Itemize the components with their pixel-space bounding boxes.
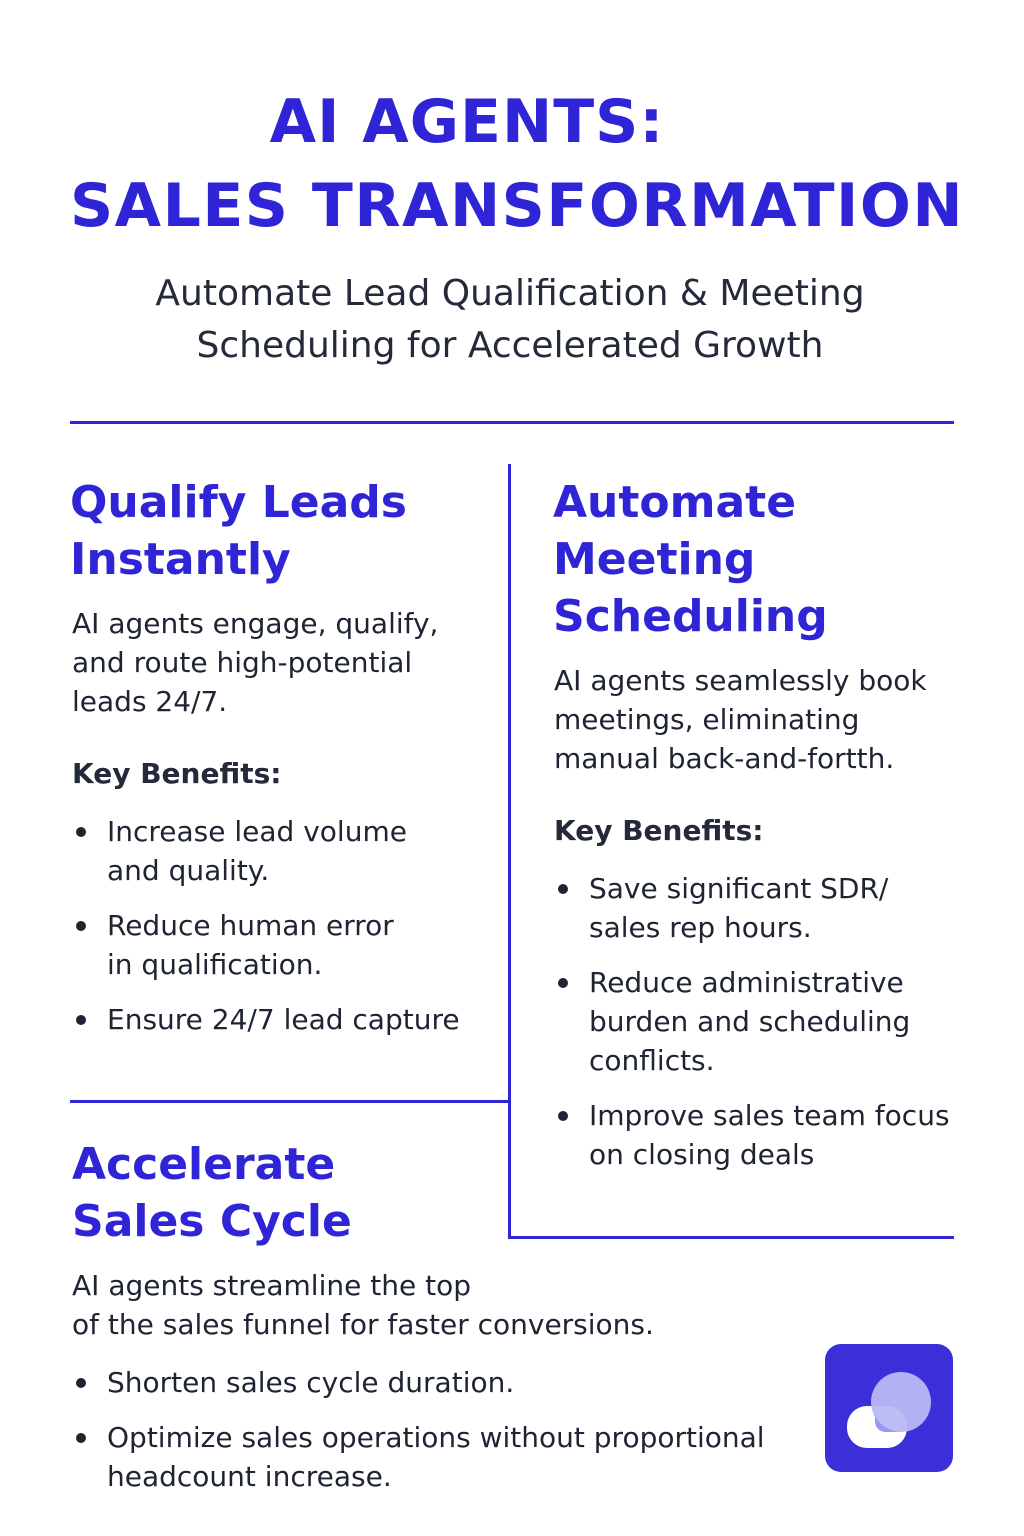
bullet-icon xyxy=(76,1433,86,1443)
bullet-icon xyxy=(76,1015,86,1025)
bullet-text-line-2: on closing deals xyxy=(589,1138,815,1171)
qualify-key-benefits-label: Key Benefits: xyxy=(72,757,282,790)
meeting-heading xyxy=(553,474,828,645)
vertical-divider xyxy=(508,464,511,1239)
title-line-2: SALES TRANSFORMATION xyxy=(69,171,965,241)
list-item xyxy=(72,1363,812,1402)
subtitle-line-2: Scheduling for Accelerated Growth xyxy=(196,325,824,366)
bullet-text-line-2: in qualification. xyxy=(107,948,323,981)
meeting-heading-line-3: Scheduling xyxy=(553,591,828,642)
list-item xyxy=(554,869,984,947)
accelerate-description xyxy=(72,1266,654,1344)
subtitle-line-1: Automate Lead Qualification & Meeting xyxy=(155,273,865,314)
bullet-text-line-1: Improve sales team focus xyxy=(589,1099,950,1132)
meeting-benefits-list xyxy=(554,869,984,1174)
right-bottom-divider xyxy=(508,1236,954,1239)
left-mid-divider xyxy=(70,1100,510,1103)
bullet-text-line-1: Ensure 24/7 lead capture xyxy=(107,1003,460,1036)
bullet-text-line-1: Save significant SDR/ xyxy=(589,872,889,905)
accelerate-benefits-list xyxy=(72,1363,812,1496)
bullet-icon xyxy=(76,827,86,837)
accelerate-desc-line-1: AI agents streamline the top xyxy=(72,1269,471,1302)
bullet-text-line-2: burden and scheduling xyxy=(589,1005,911,1038)
subtitle xyxy=(100,268,920,372)
meeting-desc-line-2: meetings, eliminating xyxy=(554,703,860,736)
bullet-text-line-2: and quality. xyxy=(107,854,270,887)
bullet-text-line-2: headcount increase. xyxy=(107,1460,392,1493)
qualify-benefits-list xyxy=(72,812,492,1039)
qualify-desc-line-2: and route high-potential xyxy=(72,646,413,679)
accelerate-heading xyxy=(72,1136,352,1250)
bullet-icon xyxy=(76,921,86,931)
qualify-description xyxy=(72,604,438,721)
top-divider xyxy=(70,421,954,424)
meeting-heading-line-1: Automate xyxy=(553,477,797,528)
qualify-desc-line-1: AI agents engage, qualify, xyxy=(72,607,439,640)
bullet-icon xyxy=(76,1378,86,1388)
bullet-text-line-1: Optimize sales operations without proportional xyxy=(107,1421,765,1454)
list-item xyxy=(72,1418,812,1496)
list-item xyxy=(554,1096,984,1174)
list-item xyxy=(72,1000,492,1039)
meeting-desc-line-1: AI agents seamlessly book xyxy=(554,664,927,697)
title-line-1: AI AGENTS: xyxy=(269,87,665,157)
meeting-desc-line-3: manual back-and-fortth. xyxy=(554,742,895,775)
bullet-icon xyxy=(558,978,568,988)
list-item xyxy=(554,963,984,1080)
bullet-text-line-1: Reduce human error xyxy=(107,909,394,942)
meeting-heading-line-2: Meeting xyxy=(553,534,756,585)
meeting-key-benefits-label: Key Benefits: xyxy=(554,814,764,847)
qualify-heading xyxy=(70,474,407,588)
bullet-icon xyxy=(558,884,568,894)
accelerate-desc-line-2: of the sales funnel for faster conversions. xyxy=(72,1308,654,1341)
qualify-heading-line-1: Qualify Leads xyxy=(70,477,407,528)
bullet-icon xyxy=(558,1111,568,1121)
bullet-text-line-1: Reduce administrative xyxy=(589,966,904,999)
bullet-text-line-1: Increase lead volume xyxy=(107,815,407,848)
app-logo xyxy=(825,1344,953,1472)
bullet-text-line-3: conflicts. xyxy=(589,1044,715,1077)
list-item xyxy=(72,906,492,984)
list-item xyxy=(72,812,492,890)
qualify-heading-line-2: Instantly xyxy=(70,534,291,585)
accelerate-heading-line-1: Accelerate xyxy=(72,1139,336,1190)
qualify-desc-line-3: leads 24/7. xyxy=(72,685,228,718)
chat-bubbles-icon xyxy=(825,1344,953,1472)
accelerate-heading-line-2: Sales Cycle xyxy=(72,1196,352,1247)
meeting-description xyxy=(554,661,927,778)
bullet-text-line-1: Shorten sales cycle duration. xyxy=(107,1366,515,1399)
bullet-text-line-2: sales rep hours. xyxy=(589,911,812,944)
